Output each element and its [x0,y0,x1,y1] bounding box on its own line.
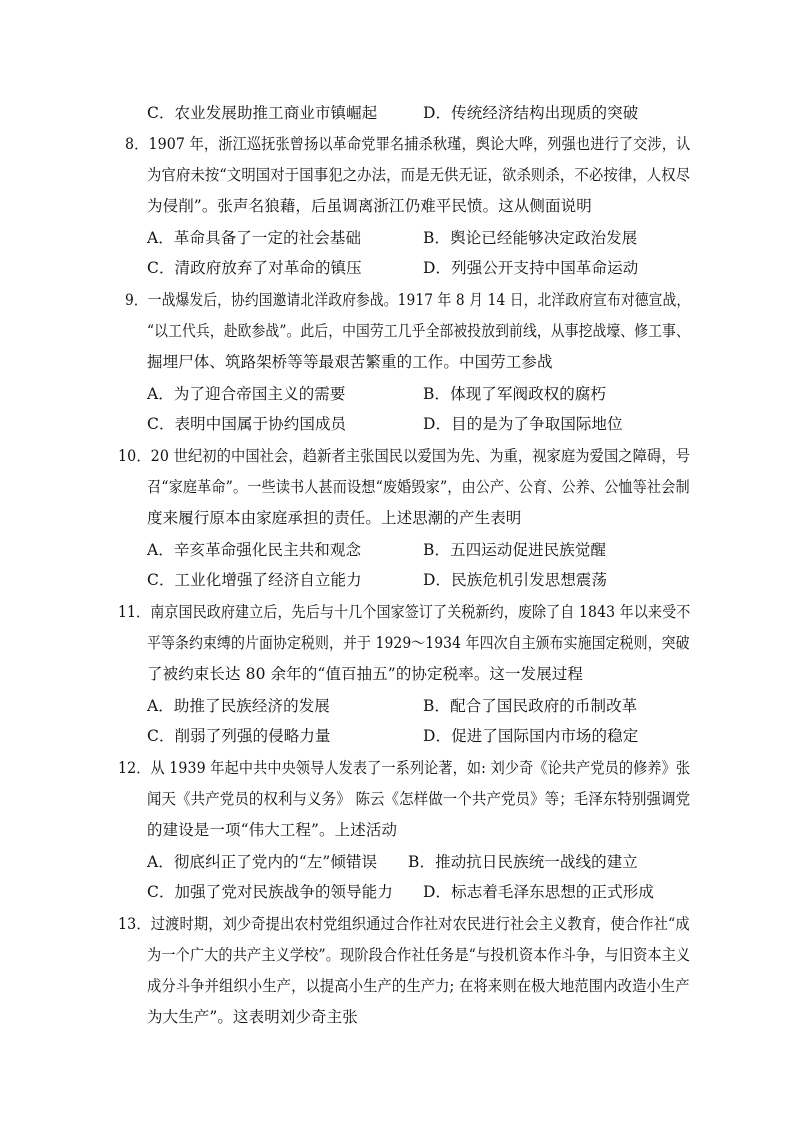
q8-stem-line: 为侵削”。张声名狼藉，后虽调离浙江仍难平民愤。这从侧面说明 [147,197,592,215]
q9-option-d: D．目的是为了争取国际地位 [423,415,623,433]
q8-option-a: A．革命具备了一定的社会基础 [147,229,362,247]
q9-stem-line: 掘埋尸体、筑路架桥等等最艰苦繁重的工作。中国劳工参战 [147,353,553,371]
q12-option-d: D．标志着毛泽东思想的正式形成 [423,883,654,901]
q7-option-d: D．传统经济结构出现质的突破 [423,104,639,122]
q12-option-a: A．彻底纠正了党内的“左”倾错误 [147,853,378,871]
q8-option-d: D．列强公开支持中国革命运动 [423,259,639,277]
q10-stem-line: 10．20 世纪初的中国社会，趋新者主张国民以爱国为先、为重，视家庭为爱国之障碍，号 [118,447,691,465]
q10-option-b: B．五四运动促进民族觉醒 [423,541,607,559]
q9-stem-line: 9．一战爆发后，协约国邀请北洋政府参战。1917 年 8 月 14 日，北洋政府宣布对德宣战， [125,291,691,309]
q11-stem-line: 11．南京国民政府建立后，先后与十几个国家签订了关税新约，废除了自 1843 年以来受不 [118,603,691,621]
q10-option-d: D．民族危机引发思想震荡 [423,571,608,589]
q11-stem-line: 平等条约束缚的片面协定税则，并于 1929～1934 年四次自主颁布实施国定税则，突破 [147,634,690,652]
q11-option-c: C．削弱了列强的侵略力量 [147,727,331,745]
q13-stem-line: 13．过渡时期，刘少奇提出农村党组织通过合作社对农民进行社会主义教育，使合作社“成 [118,915,690,933]
q12-stem-line: 闻天《共产党员的权利与义务》 陈云《怎样做一个共产党员》等；毛泽东特别强调党 [147,790,691,808]
q10-option-a: A．辛亥革命强化民主共和观念 [147,541,362,559]
q12-stem-line: 的建设是一项“伟大工程”。上述活动 [147,821,398,839]
q10-stem-line: 召“家庭革命”。一些读书人甚而设想“废婚毁家”，由公产、公育、公养、公恤等社会制 [147,478,690,496]
q13-stem-line: 为一个广大的共产主义学校”。现阶段合作社任务是“与投机资本作斗争，与旧资本主义 [147,946,691,964]
q9-stem-line: “以工代兵，赴欧参战”。此后，中国劳工几乎全部被投放到前线，从事挖战壕、修工事、 [147,322,690,340]
q13-stem-line: 为大生产”。这表明刘少奇主张 [147,1008,358,1026]
q11-option-d: D．促进了国际国内市场的稳定 [423,727,639,745]
q12-option-b: B．推动抗日民族统一战线的建立 [408,853,638,871]
q13-stem-line: 成分斗争并组织小生产，以提高小生产的生产力; 在将来则在极大地范围内改造小生产 [147,977,690,995]
q9-option-b: B．体现了军阀政权的腐朽 [423,385,607,403]
q11-option-b: B．配合了国民政府的币制改革 [423,697,638,715]
q9-option-c: C．表明中国属于协约国成员 [147,415,347,433]
q10-option-c: C．工业化增强了经济自立能力 [147,571,362,589]
q12-stem-line: 12．从 1939 年起中共中央领导人发表了一系列论著，如: 刘少奇《论共产党员的修养》张 [118,759,691,777]
q9-option-a: A．为了迎合帝国主义的需要 [147,385,346,403]
q11-option-a: A．助推了民族经济的发展 [147,697,330,715]
q11-stem-line: 了被约束长达 80 余年的“值百抽五”的协定税率。这一发展过程 [147,665,584,683]
q8-option-c: C．清政府放弃了对革命的镇压 [147,259,362,277]
q7-option-c: C．农业发展助推工商业市镇崛起 [147,104,378,122]
q12-option-c: C．加强了党对民族战争的领导能力 [147,883,393,901]
q8-stem-line: 8．1907 年，浙江巡抚张曾扬以革命党罪名捕杀秋瑾，舆论大哗，列强也进行了交涉，认 [125,135,691,153]
q8-stem-line: 为官府未按“文明国对于国事犯之办法，而是无供无证，欲杀则杀，不必按律，人权尽 [147,166,691,184]
q8-option-b: B．舆论已经能够决定政治发展 [423,229,638,247]
q10-stem-line: 度来履行原本由家庭承担的责任。上述思潮的产生表明 [147,509,522,527]
